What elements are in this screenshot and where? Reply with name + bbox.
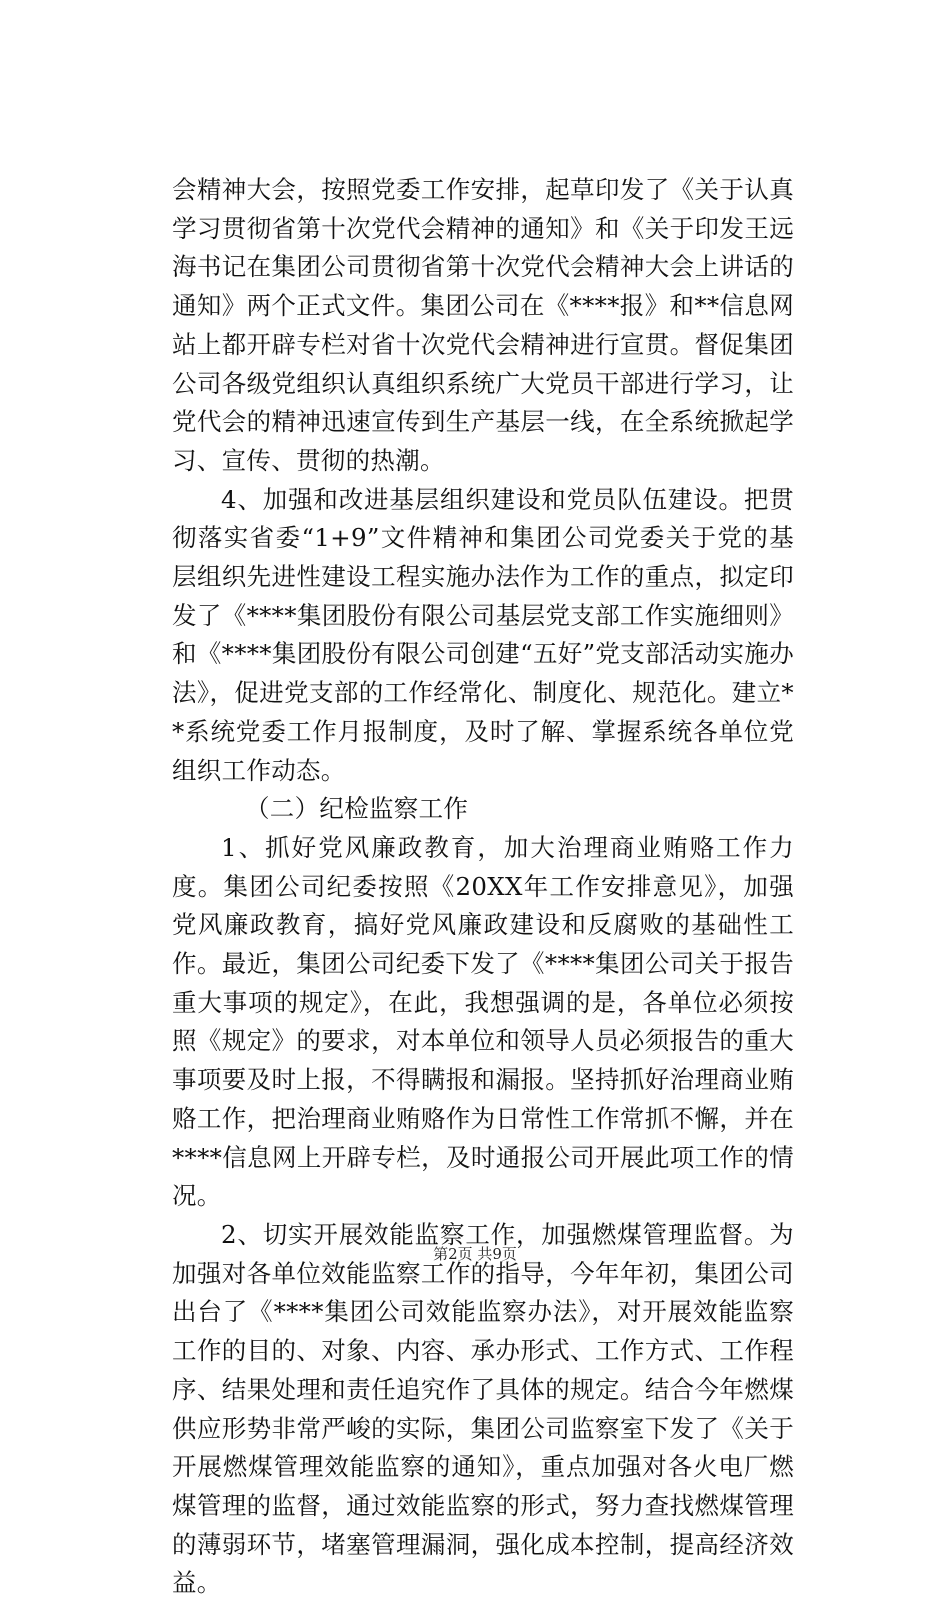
- paragraph-item-2: 2、切实开展效能监察工作，加强燃煤管理监督。为加强对各单位效能监察工作的指导，今年年初，集团公司出台了《****集团公司效能监察办法》，对开展效能监察工作的目的、对象、内容、承办形式、工作方式、工作程序、结果处理和责任追究作了具体的规定。结合今年燃煤供应形势非常严峻的实际，集团公司监察室下发了《关于开展燃煤管理效能监察的通知》，重点加强对各火电厂燃煤管理的监督，通过效能监察的形式，努力查找燃煤管理的薄弱环节，堵塞管理漏洞，强化成本控制，提高经济效益。: [172, 1219, 794, 1598]
- paragraph-item-1: 1、抓好党风廉政教育，加大治理商业贿赂工作力度。集团公司纪委按照《20XX年工作安排意见》，加强党风廉政教育，搞好党风廉政建设和反腐败的基础性工作。最近，集团公司纪委下发了《****集团公司关于报告重大事项的规定》，在此，我想强调的是，各单位必须按照《规定》的要求，对本单位和领导人员必须报告的重大事项要及时上报，不得瞒报和漏报。坚持抓好治理商业贿赂工作，把治理商业贿赂作为日常性工作常抓不懈，并在****信息网上开辟专栏，及时通报公司开展此项工作的情况。: [172, 832, 794, 1211]
- document-body: [172, 171, 794, 1603]
- paragraph-continuation: 会精神大会，按照党委工作安排，起草印发了《关于认真学习贯彻省第十次党代会精神的通知》和《关于印发王远海书记在集团公司贯彻省第十次党代会精神大会上讲话的通知》两个正式文件。集团公司在《****报》和**信息网站上都开辟专栏对省十次党代会精神进行宣贯。督促集团公司各级党组织认真组织系统广大党员干部进行学习，让党代会的精神迅速宣传到生产基层一线，在全系统掀起学习、宣传、贯彻的热潮。: [172, 175, 794, 475]
- section-heading: （二）纪检监察工作: [245, 794, 469, 824]
- paragraph-item-4: 4、加强和改进基层组织建设和党员队伍建设。把贯彻落实省委“1+9”文件精神和集团公司党委关于党的基层组织先进性建设工程实施办法作为工作的重点，拟定印发了《****集团股份有限公司基层党支部工作实施细则》和《****集团股份有限公司创建“五好”党支部活动实施办法》，促进党支部的工作经常化、制度化、规范化。建立**系统党委工作月报制度，及时了解、掌握系统各单位党组织工作动态。: [172, 484, 794, 785]
- page-footer: 第2页 共9页: [433, 1245, 517, 1263]
